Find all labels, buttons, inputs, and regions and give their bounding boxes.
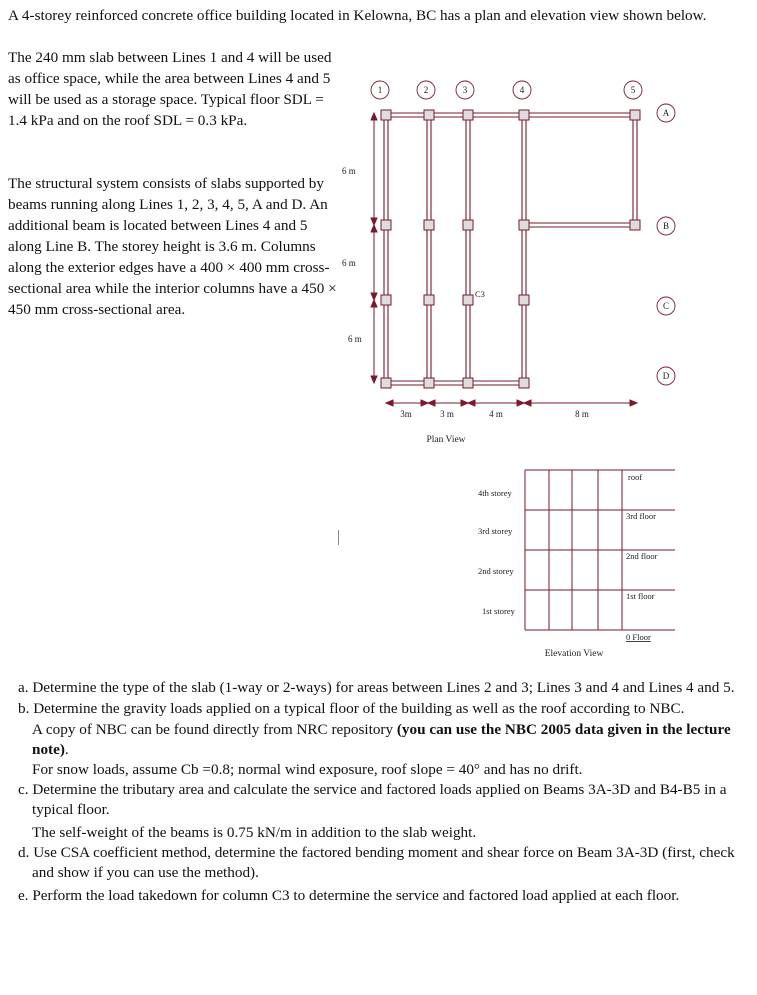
problem-structure-description: The structural system consists of slabs supported by beams running along Lines 1, 2, 3, 4, 5, A and D. An additional beam is located between Lines 4 and 5 along Line B. The storey height is 3.6 m. Columns along the exterior edges have a 400 × 400 mm cross-sectional area while the interior columns have a 450 × 450 mm cross-sectional area.	[8, 175, 337, 318]
nbc-note-text: A copy of NBC can be found directly from NRC repository	[32, 721, 397, 738]
elevation-view-drawing	[470, 460, 710, 665]
floor-label-3: 3rd floor	[626, 511, 656, 521]
question-list	[18, 678, 752, 906]
grid-number-5: 5	[630, 85, 636, 95]
grid-number-1: 1	[377, 85, 383, 95]
grid-letter-A: A	[662, 108, 670, 118]
plan-view-title: Plan View	[426, 435, 466, 445]
dim-vertical-1: 6 m	[342, 166, 356, 176]
nbc-note-suffix: .	[64, 741, 69, 758]
floor-label-0: 0 Floor	[626, 632, 651, 642]
storey-label-4: 4th storey	[478, 488, 512, 498]
question-d: d. Use CSA coefficient method, determine the factored bending moment and shear force on Beam 3A-3D (first, check and show if you can use the method).	[18, 844, 735, 881]
dim-vertical-3: 6 m	[348, 334, 362, 344]
grid-letter-B: B	[662, 221, 670, 231]
elevation-view-title: Elevation View	[544, 649, 604, 659]
storey-label-2: 2nd storey	[478, 566, 514, 576]
dim-horizontal-3: 4 m	[489, 409, 503, 419]
elevation-frame	[525, 470, 675, 630]
plan-beams	[384, 113, 640, 385]
dim-horizontal-4: 8 m	[575, 409, 589, 419]
question-c-note: The self-weight of the beams is 0.75 kN/m in addition to the slab weight.	[32, 824, 477, 841]
question-b: b. Determine the gravity loads applied on a typical floor of the building as well as the roof according to NBC.	[18, 700, 685, 717]
grid-number-3: 3	[462, 85, 468, 95]
dim-horizontal-1: 3m	[400, 409, 412, 419]
vertical-dimensions	[371, 113, 377, 383]
floor-label-1: 1st floor	[626, 591, 655, 601]
nbc-note-bold: (you can use the NBC 2005 data given in the lecture note)	[32, 721, 731, 758]
grid-number-bubbles	[371, 81, 675, 385]
plan-view-drawing	[330, 70, 750, 450]
question-b-nbc-note	[32, 720, 752, 760]
column-c3-label: C3	[475, 289, 485, 299]
text-cursor	[338, 530, 339, 545]
dim-horizontal-2: 3 m	[440, 409, 454, 419]
question-a: a. Determine the type of the slab (1-way or 2-ways) for areas between Lines 2 and 3; Lines 3 and 4 and Lines 4 and 5.	[18, 679, 735, 696]
grid-number-4: 4	[519, 85, 525, 95]
grid-letter-D: D	[662, 371, 670, 381]
question-b-snow-note: For snow loads, assume Cb =0.8; normal wind exposure, roof slope = 40° and has no drift.	[32, 761, 583, 778]
storey-label-1: 1st storey	[482, 606, 515, 616]
problem-loads-description: The 240 mm slab between Lines 1 and 4 will be used as office space, while the area between Lines 4 and 5 will be used as a storage space. Typical floor SDL = 1.4 kPa and on the roof SDL = 0.3 kPa.	[8, 49, 332, 129]
problem-intro: A 4-storey reinforced concrete office building located in Kelowna, BC has a plan and elevation view shown below.	[8, 7, 707, 24]
grid-number-2: 2	[423, 85, 429, 95]
horizontal-dimensions	[386, 400, 637, 406]
column-c3	[463, 295, 473, 305]
question-c: c. Determine the tributary area and calculate the service and factored loads applied on Beams 3A-3D and B4-B5 in a typical floor.	[18, 781, 727, 818]
plan-columns	[381, 110, 640, 388]
floor-label-2: 2nd floor	[626, 551, 658, 561]
floor-label-roof: roof	[628, 472, 643, 482]
grid-letter-C: C	[662, 301, 670, 311]
question-e: e. Perform the load takedown for column C3 to determine the service and factored load applied at each floor.	[18, 887, 680, 904]
storey-label-3: 3rd storey	[478, 526, 513, 536]
dim-vertical-2: 6 m	[342, 258, 356, 268]
